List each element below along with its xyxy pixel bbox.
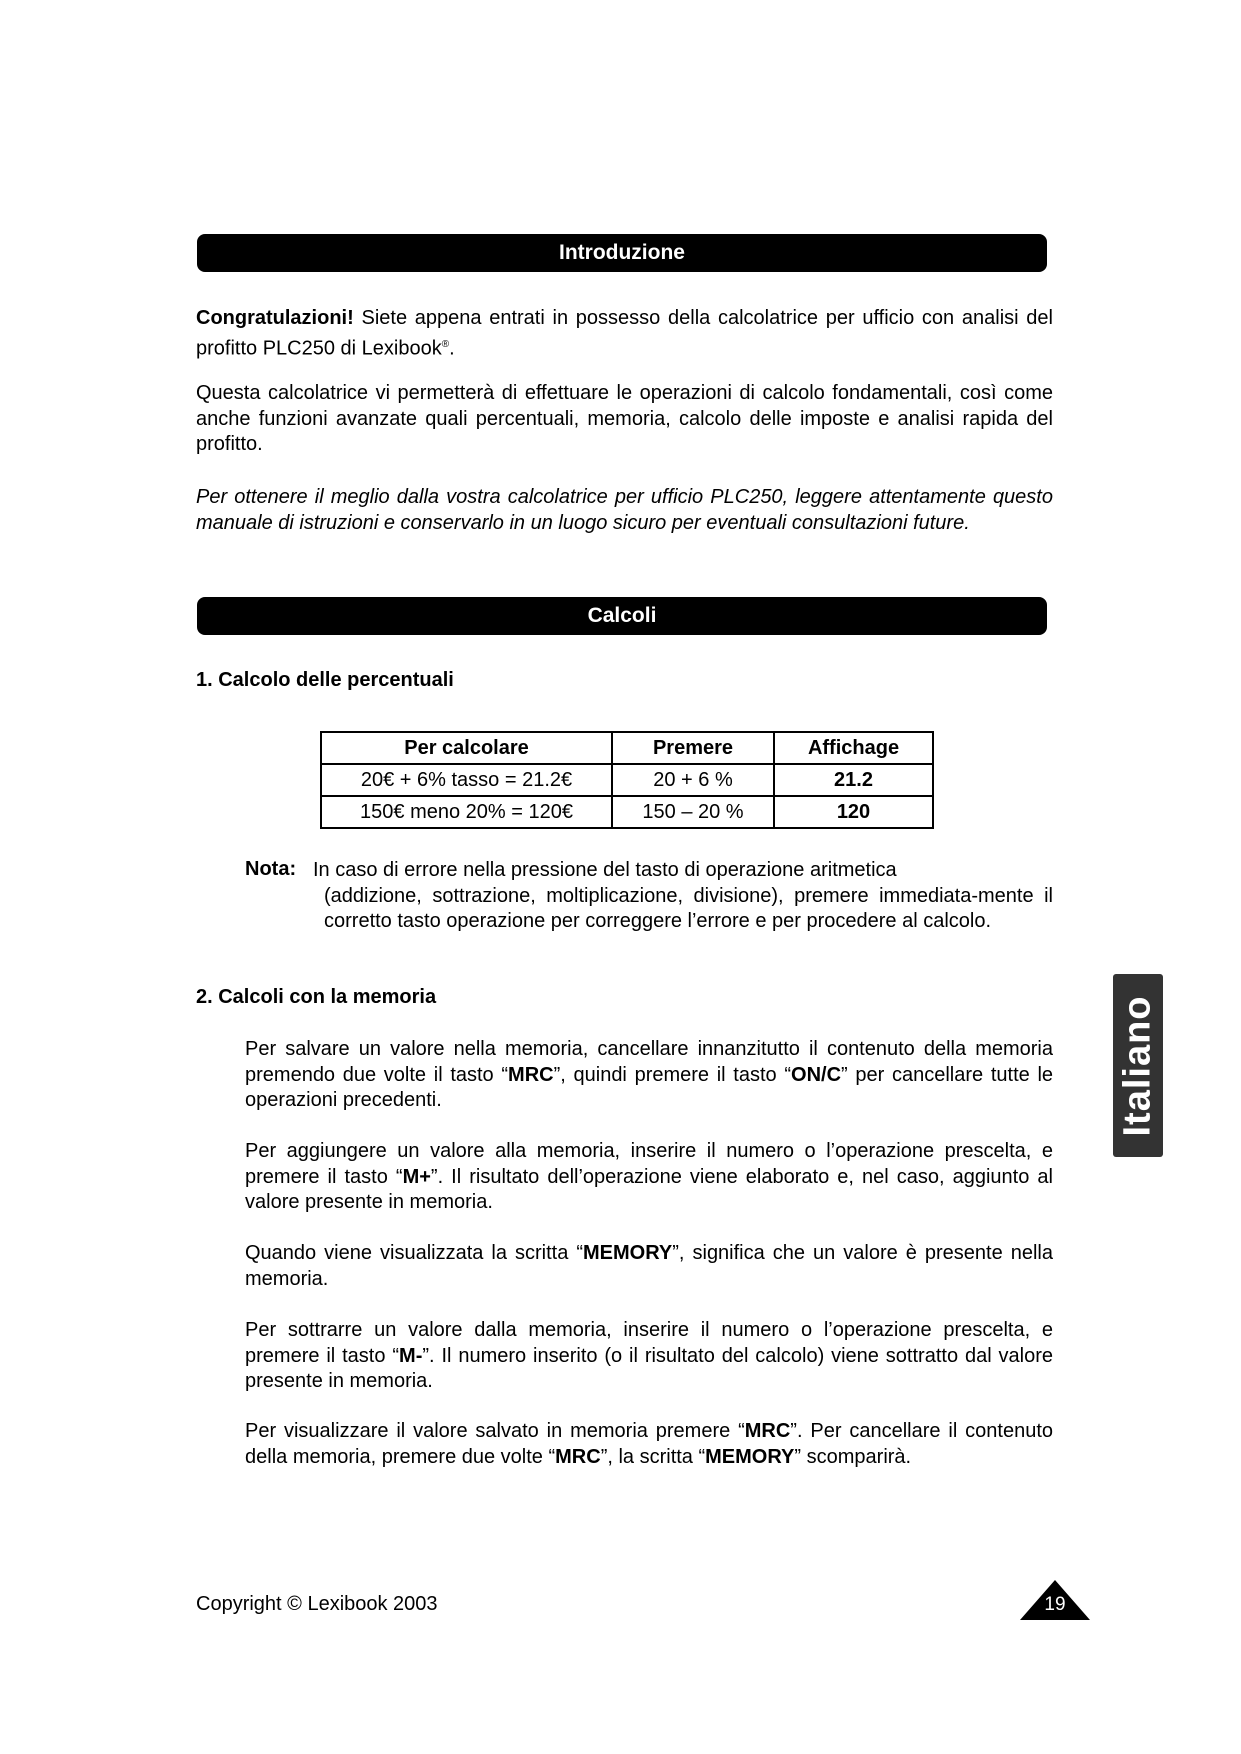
table-cell: 120 <box>774 796 933 828</box>
memory-paragraph-1 <box>245 1037 1053 1114</box>
section-title: Calcoli <box>587 604 657 627</box>
page-number-badge <box>1020 1580 1090 1620</box>
text: Per salvare un valore nella memoria, cancellare innanzitutto il contenuto della memoria premendo due volte il tasto “ <box>245 1038 1053 1086</box>
section-banner-calcoli <box>197 597 1047 635</box>
memory-paragraph-4 <box>245 1318 1053 1395</box>
text: Quando viene visualizzata la scritta “ <box>245 1242 583 1264</box>
percent-heading: 1. Calcolo delle percentuali <box>196 669 454 691</box>
text: ”, quindi premere il tasto “ <box>553 1063 792 1086</box>
memory-paragraph-5 <box>245 1419 1053 1470</box>
intro-paragraph-1 <box>196 306 1053 362</box>
header-cell: Per calcolare <box>321 732 612 764</box>
note-rest: (addizione, sottrazione, moltiplicazione, divisione), premere immediata-mente il corretto tasto operazione per correggere l’errore e per procedere al calcolo. <box>324 884 1053 932</box>
memory-paragraph-2 <box>245 1139 1053 1216</box>
note-text <box>313 858 1053 935</box>
key-name: M+ <box>402 1165 431 1188</box>
section-title: Introduzione <box>559 241 685 264</box>
text: ”. Per cancellare il contenuto della memoria, premere due volte “ <box>245 1420 1053 1468</box>
key-name: MRC <box>555 1445 601 1468</box>
language-label: Italiano <box>1116 994 1159 1137</box>
key-name: M- <box>399 1344 423 1367</box>
text: ”. Il numero inserito (o il risultato del calcolo) viene sottratto dal valore presente in memoria. <box>245 1344 1053 1392</box>
table-cell: 21.2 <box>774 764 933 796</box>
header-cell: Affichage <box>774 732 933 764</box>
text: ”. Il risultato dell’operazione viene elaborato e, nel caso, aggiunto al valore presente in memoria. <box>245 1165 1053 1213</box>
intro-paragraph-3: Per ottenere il meglio dalla vostra calcolatrice per ufficio PLC250, leggere attentamente questo manuale di istruzioni e conservarlo in un luogo sicuro per eventuali consultazioni future. <box>196 486 1053 534</box>
key-name: MEMORY <box>705 1445 795 1468</box>
copyright-footer: Copyright © Lexibook 2003 <box>196 1593 438 1615</box>
section-banner-introduzione <box>197 234 1047 272</box>
intro-text: Siete appena entrati in possesso della calcolatrice per ufficio con analisi del profitto PLC250 di Lexibook <box>196 307 1053 360</box>
key-name: MRC <box>508 1063 554 1086</box>
intro-text-end: . <box>449 337 455 360</box>
table-cell: 20 + 6 % <box>612 764 774 796</box>
text: ” per cancellare tutte le operazioni precedenti. <box>245 1063 1054 1111</box>
intro-congratulations: Congratulazioni! <box>196 307 354 329</box>
text: ”, la scritta “ <box>600 1445 706 1468</box>
text: ”, significa che un valore è presente nella memoria. <box>245 1242 1054 1290</box>
table-cell: 20€ + 6% tasso = 21.2€ <box>321 764 612 796</box>
registered-mark: ® <box>441 338 450 350</box>
header-cell: Premere <box>612 732 774 764</box>
key-name: MEMORY <box>583 1242 673 1264</box>
text: Per visualizzare il valore salvato in memoria premere “ <box>245 1420 745 1442</box>
text: Per sottrarre un valore dalla memoria, inserire il numero o l’operazione prescelta, e premere il tasto “ <box>245 1319 1053 1367</box>
note-label: Nota: <box>245 858 297 880</box>
memory-heading: 2. Calcoli con la memoria <box>196 986 437 1008</box>
table-header-row <box>321 732 933 764</box>
table-cell: 150€ meno 20% = 120€ <box>321 796 612 828</box>
table-cell: 150 – 20 % <box>612 796 774 828</box>
note-first-line: In caso di errore nella pressione del tasto di operazione aritmetica <box>313 859 897 881</box>
page-number: 19 <box>1044 1594 1066 1615</box>
table-row <box>321 796 933 828</box>
text: ” scomparirà. <box>794 1445 912 1468</box>
intro-paragraph-2: Questa calcolatrice vi permetterà di effettuare le operazioni di calcolo fondamentali, così come anche funzioni avanzate quali percentuali, memoria, calcolo delle imposte e analisi rapida del profitto. <box>196 382 1053 455</box>
key-name: ON/C <box>791 1063 842 1086</box>
key-name: MRC <box>744 1420 791 1442</box>
language-side-tab <box>1113 974 1163 1157</box>
percent-table <box>320 731 934 829</box>
text: Per aggiungere un valore alla memoria, inserire il numero o l’operazione prescelta, e premere il tasto “ <box>245 1140 1053 1188</box>
table-row <box>321 764 933 796</box>
memory-paragraph-3 <box>245 1241 1053 1292</box>
